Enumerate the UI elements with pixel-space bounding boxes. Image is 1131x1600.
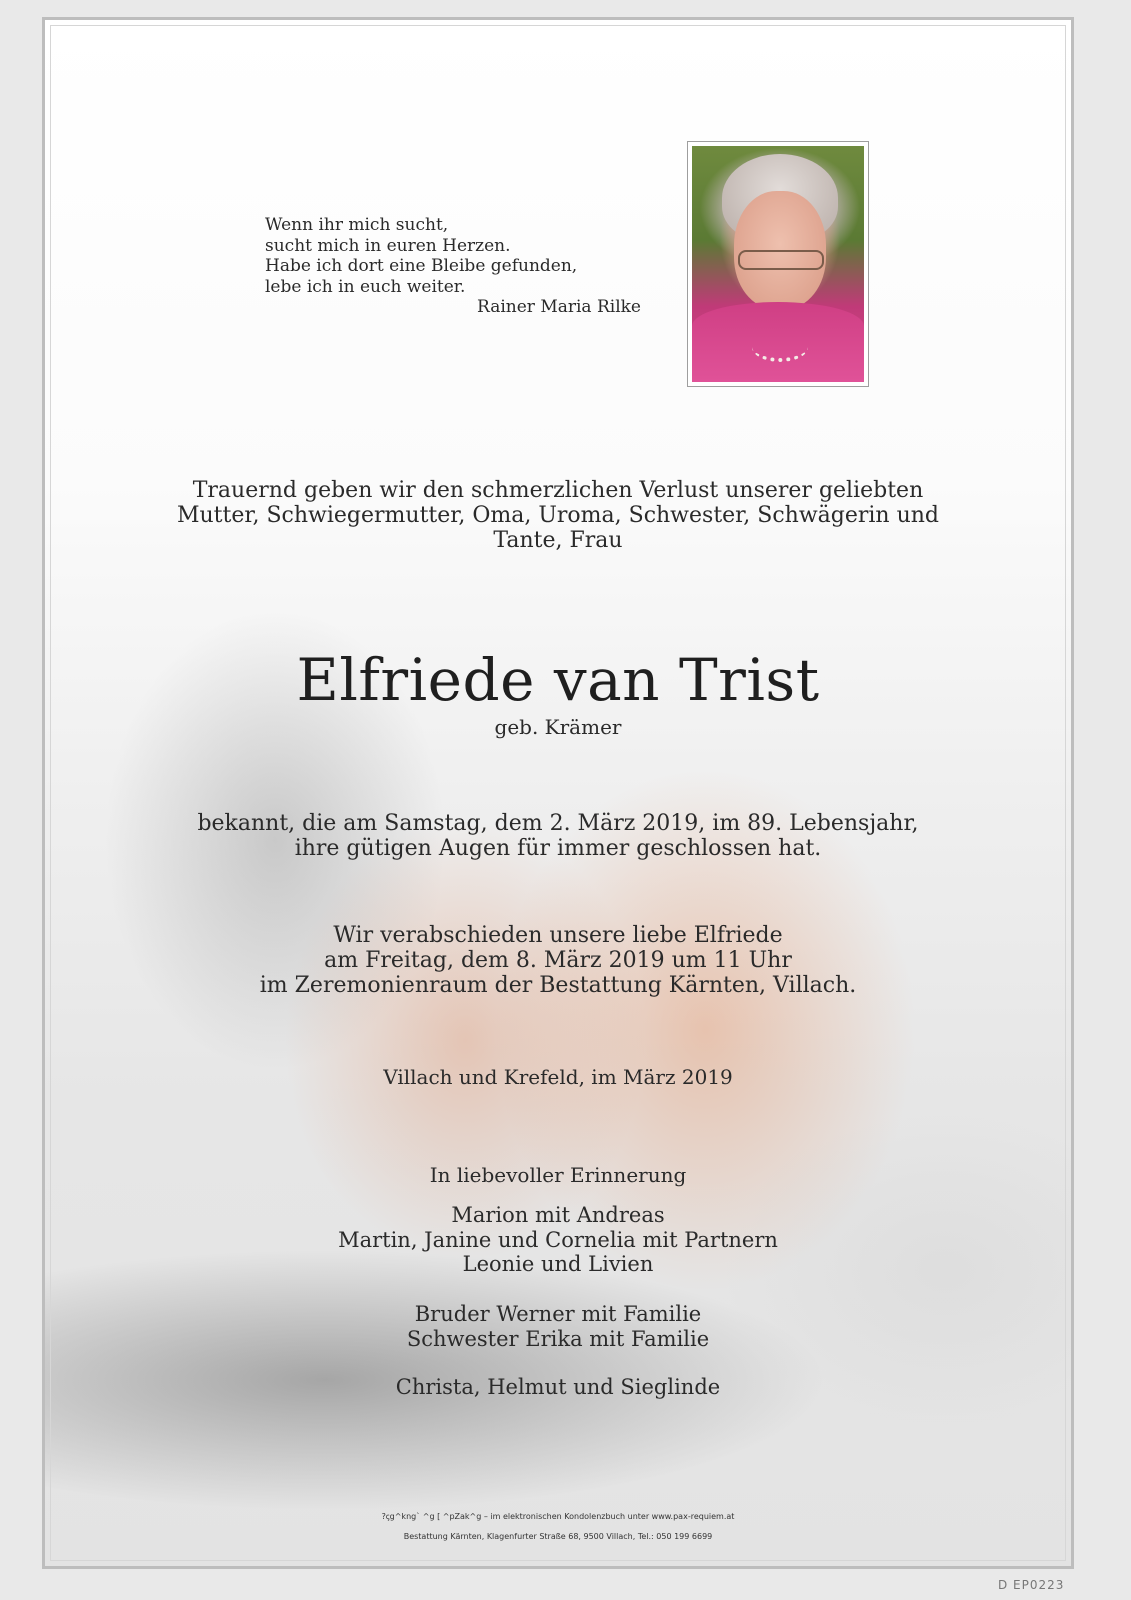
footer-address-line: Bestattung Kärnten, Klagenfurter Straße 68, 9500 Villach, Tel.: 050 199 6699 <box>403 1532 713 1541</box>
mourner-line: Schwester Erika mit Familie <box>406 1326 710 1351</box>
mourner-line: Christa, Helmut und Sieglinde <box>395 1375 721 1399</box>
mourners-group-1 <box>45 1203 1071 1277</box>
death-line-2: ihre gütigen Augen für immer geschlossen hat. <box>294 836 822 861</box>
rilke-quote <box>265 215 645 318</box>
intro-text <box>45 478 1071 553</box>
quote-line-3: Habe ich dort eine Bleibe gefunden, <box>265 256 578 276</box>
death-line-1: bekannt, die am Samstag, dem 2. März 2019, im 89. Lebensjahr, <box>197 811 919 836</box>
farewell-line-3: im Zeremonienraum der Bestattung Kärnten, Villach. <box>259 973 857 998</box>
farewell-line-1: Wir verabschieden unsere liebe Elfriede <box>333 923 783 948</box>
obituary-sheet <box>42 17 1074 1569</box>
mourner-line: Leonie und Livien <box>462 1252 654 1276</box>
intro-line-1: Trauernd geben wir den schmerzlichen Verlust unserer geliebten <box>192 478 924 503</box>
mourner-line: Martin, Janine und Cornelia mit Partnern <box>338 1227 778 1252</box>
quote-author: Rainer Maria Rilke <box>477 297 641 317</box>
quote-line-2: sucht mich in euren Herzen. <box>265 235 511 256</box>
portrait-image <box>692 146 864 382</box>
mourners-group-3 <box>45 1375 1071 1400</box>
mourner-line: Marion mit Andreas <box>451 1203 665 1227</box>
mourner-line: Bruder Werner mit Familie <box>414 1302 702 1326</box>
intro-line-3: Tante, Frau <box>493 528 623 553</box>
death-notice <box>45 811 1071 861</box>
intro-line-2: Mutter, Schwiegermutter, Oma, Uroma, Schwester, Schwägerin und <box>176 503 940 528</box>
farewell-notice <box>45 923 1071 998</box>
maiden-name: geb. Krämer <box>494 715 622 739</box>
place-date: Villach und Krefeld, im März 2019 <box>383 1065 733 1089</box>
portrait-photo <box>687 141 869 387</box>
deceased-name: Elfriede van Trist <box>296 646 820 714</box>
quote-line-1: Wenn ihr mich sucht, <box>265 215 449 235</box>
quote-line-4: lebe ich in euch weiter. <box>265 276 466 297</box>
mourners-group-2 <box>45 1302 1071 1351</box>
footer-condolence-line: ?ꞔg^kng` ^g [ ^pZak^g – im elektronischen Kondolenzbuch unter www.pax-requiem.at <box>381 1512 735 1521</box>
document-code: D EP0223 <box>998 1578 1065 1592</box>
memory-heading: In liebevoller Erinnerung <box>429 1163 687 1187</box>
farewell-line-2: am Freitag, dem 8. März 2019 um 11 Uhr <box>324 948 792 973</box>
